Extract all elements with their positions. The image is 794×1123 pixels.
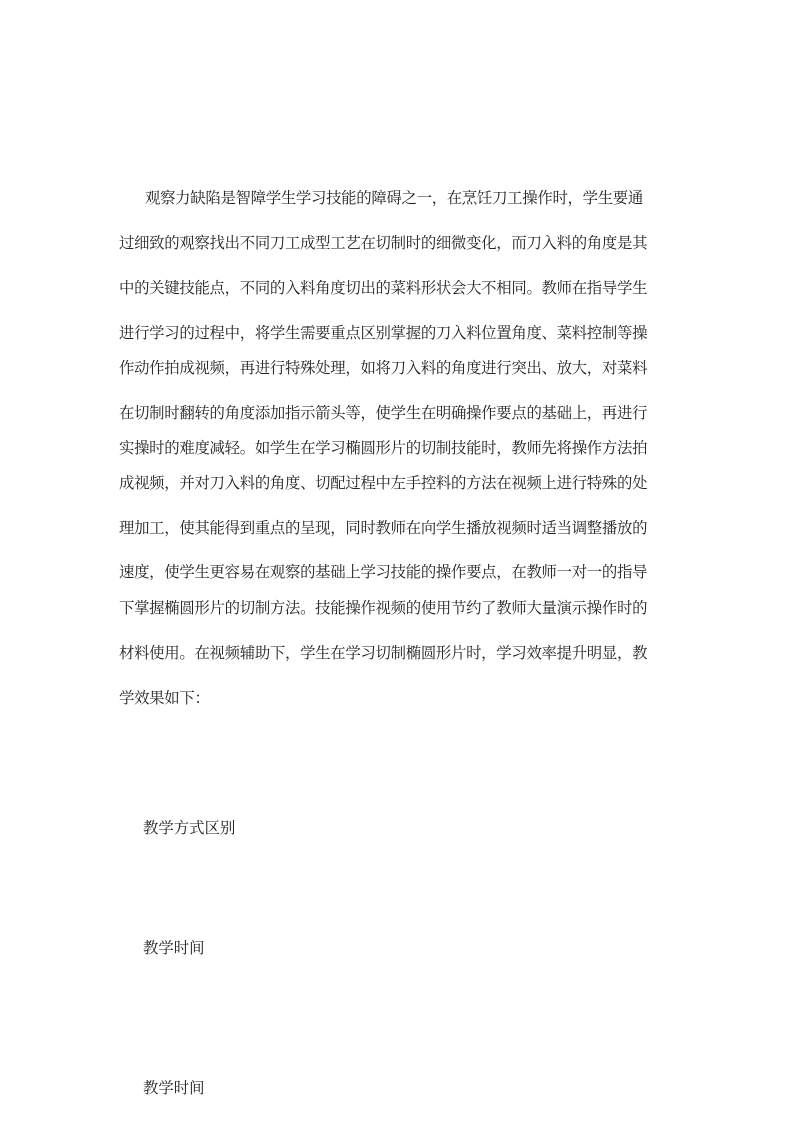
paragraph-line: 过细致的观察找出不同刀工成型工艺在切制时的细微变化，而刀入料的角度是其 — [119, 234, 648, 252]
paragraph-line: 材料使用。在视频辅助下，学生在学习切制椭圆形片时，学习效率提升明显，教 — [119, 644, 648, 662]
table-label-teaching-time: 教学时间 — [143, 939, 205, 957]
paragraph-line: 观察力缺陷是智障学生学习技能的障碍之一，在烹饪刀工操作时，学生要通 — [145, 189, 643, 207]
paragraph-line: 在切制时翻转的角度添加指示箭头等，使学生在明确操作要点的基础上，再进行 — [119, 404, 648, 422]
paragraph-line: 进行学习的过程中，将学生需要重点区别掌握的刀入料位置角度、菜料控制等操 — [119, 324, 648, 342]
paragraph-line: 学效果如下： — [119, 689, 210, 707]
table-label-teaching-method: 教学方式区别 — [143, 819, 236, 837]
paragraph-line: 中的关键技能点，不同的入料角度切出的菜料形状会大不相同。教师在指导学生 — [119, 279, 648, 297]
paragraph-line: 成视频，并对刀入料的角度、切配过程中左手控料的方法在视频上进行特殊的处 — [119, 474, 648, 492]
paragraph-line: 实操时的难度减轻。如学生在学习椭圆形片的切制技能时，教师先将操作方法拍 — [119, 439, 648, 457]
paragraph-line: 作动作拍成视频，再进行特殊处理，如将刀入料的角度进行突出、放大，对菜料 — [119, 359, 648, 377]
paragraph-line: 下掌握椭圆形片的切制方法。技能操作视频的使用节约了教师大量演示操作时的 — [119, 599, 648, 617]
paragraph-line: 理加工，使其能得到重点的呈现，同时教师在向学生播放视频时适当调整播放的 — [119, 519, 648, 537]
paragraph-line: 速度，使学生更容易在观察的基础上学习技能的操作要点，在教师一对一的指导 — [119, 563, 648, 581]
table-label-teaching-time: 教学时间 — [143, 1079, 205, 1097]
